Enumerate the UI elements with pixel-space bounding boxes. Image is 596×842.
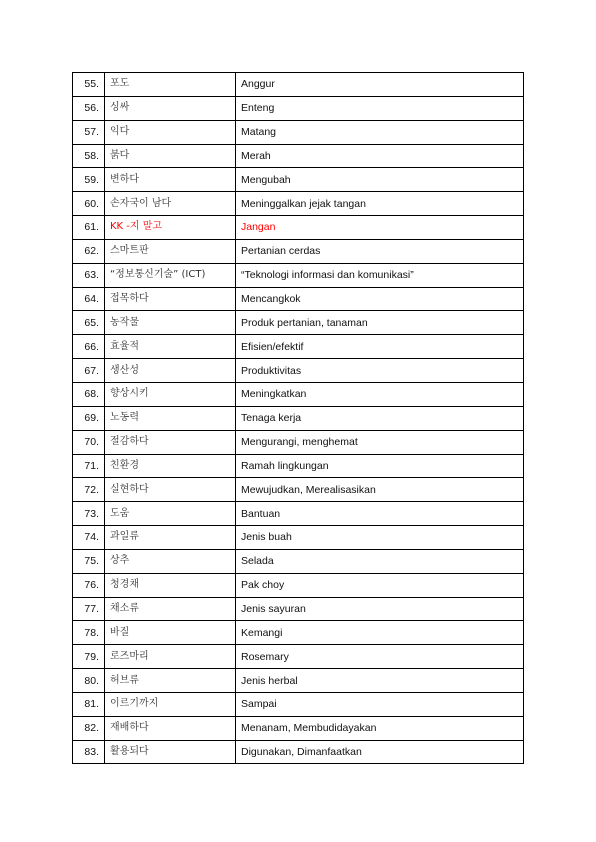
korean-term-cell: 접목하다 bbox=[105, 287, 236, 311]
korean-term-cell: “정보통신기술” (ICT) bbox=[105, 263, 236, 287]
table-row bbox=[73, 669, 524, 693]
korean-term-cell: 로즈마리 bbox=[105, 645, 236, 669]
table-row bbox=[73, 573, 524, 597]
table-row bbox=[73, 144, 524, 168]
indonesian-translation-cell: Meninggalkan jejak tangan bbox=[236, 192, 524, 216]
row-number-cell: 70. bbox=[73, 430, 105, 454]
row-number-cell: 57. bbox=[73, 120, 105, 144]
korean-term-cell: 활용되다 bbox=[105, 740, 236, 764]
table-row bbox=[73, 239, 524, 263]
row-number-cell: 74. bbox=[73, 526, 105, 550]
korean-term-cell: 도움 bbox=[105, 502, 236, 526]
indonesian-translation-cell: Merah bbox=[236, 144, 524, 168]
indonesian-translation-cell: Bantuan bbox=[236, 502, 524, 526]
korean-term-cell: 허브류 bbox=[105, 669, 236, 693]
indonesian-translation-cell: Jenis sayuran bbox=[236, 597, 524, 621]
table-row bbox=[73, 502, 524, 526]
korean-term-cell: KK -지 말고 bbox=[105, 216, 236, 240]
row-number-cell: 60. bbox=[73, 192, 105, 216]
table-row bbox=[73, 216, 524, 240]
row-number-cell: 75. bbox=[73, 549, 105, 573]
row-number-cell: 62. bbox=[73, 239, 105, 263]
indonesian-translation-cell: Efisien/efektif bbox=[236, 335, 524, 359]
indonesian-translation-cell: Pak choy bbox=[236, 573, 524, 597]
indonesian-translation-cell: Matang bbox=[236, 120, 524, 144]
indonesian-translation-cell: Kemangi bbox=[236, 621, 524, 645]
row-number-cell: 77. bbox=[73, 597, 105, 621]
korean-term-cell: 상추 bbox=[105, 549, 236, 573]
table-row bbox=[73, 740, 524, 764]
indonesian-translation-cell: Meningkatkan bbox=[236, 382, 524, 406]
korean-term-cell: 이르기까지 bbox=[105, 692, 236, 716]
row-number-cell: 58. bbox=[73, 144, 105, 168]
row-number-cell: 55. bbox=[73, 73, 105, 97]
table-row bbox=[73, 73, 524, 97]
korean-term-cell: 재배하다 bbox=[105, 716, 236, 740]
table-row bbox=[73, 716, 524, 740]
table-row bbox=[73, 478, 524, 502]
table-row bbox=[73, 120, 524, 144]
indonesian-translation-cell: Enteng bbox=[236, 96, 524, 120]
vocabulary-table bbox=[72, 72, 524, 764]
korean-term-cell: 포도 bbox=[105, 73, 236, 97]
korean-term-cell: 싱싸 bbox=[105, 96, 236, 120]
table-row bbox=[73, 645, 524, 669]
row-number-cell: 83. bbox=[73, 740, 105, 764]
table-row bbox=[73, 597, 524, 621]
table-row bbox=[73, 621, 524, 645]
indonesian-translation-cell: Rosemary bbox=[236, 645, 524, 669]
indonesian-translation-cell: Tenaga kerja bbox=[236, 406, 524, 430]
row-number-cell: 69. bbox=[73, 406, 105, 430]
indonesian-translation-cell: Pertanian cerdas bbox=[236, 239, 524, 263]
korean-term-cell: 바질 bbox=[105, 621, 236, 645]
table-row bbox=[73, 549, 524, 573]
indonesian-translation-cell: Produktivitas bbox=[236, 359, 524, 383]
korean-term-cell: 실현하다 bbox=[105, 478, 236, 502]
indonesian-translation-cell: Mengubah bbox=[236, 168, 524, 192]
row-number-cell: 80. bbox=[73, 669, 105, 693]
row-number-cell: 63. bbox=[73, 263, 105, 287]
row-number-cell: 66. bbox=[73, 335, 105, 359]
table-row bbox=[73, 406, 524, 430]
korean-term-cell: 향상시키 bbox=[105, 382, 236, 406]
row-number-cell: 79. bbox=[73, 645, 105, 669]
table-row bbox=[73, 192, 524, 216]
row-number-cell: 61. bbox=[73, 216, 105, 240]
row-number-cell: 73. bbox=[73, 502, 105, 526]
korean-term-cell: 생산성 bbox=[105, 359, 236, 383]
table-row bbox=[73, 311, 524, 335]
korean-term-cell: 과일류 bbox=[105, 526, 236, 550]
table-row bbox=[73, 96, 524, 120]
korean-term-cell: 손자국이 남다 bbox=[105, 192, 236, 216]
korean-term-cell: 노동력 bbox=[105, 406, 236, 430]
korean-term-cell: 친환경 bbox=[105, 454, 236, 478]
vocabulary-table-body bbox=[73, 73, 524, 764]
row-number-cell: 81. bbox=[73, 692, 105, 716]
indonesian-translation-cell: Mencangkok bbox=[236, 287, 524, 311]
row-number-cell: 65. bbox=[73, 311, 105, 335]
korean-term-cell: 채소류 bbox=[105, 597, 236, 621]
korean-term-cell: 청경채 bbox=[105, 573, 236, 597]
row-number-cell: 64. bbox=[73, 287, 105, 311]
indonesian-translation-cell: Jangan bbox=[236, 216, 524, 240]
table-row bbox=[73, 430, 524, 454]
table-row bbox=[73, 168, 524, 192]
table-row bbox=[73, 335, 524, 359]
korean-term-cell: 스마트판 bbox=[105, 239, 236, 263]
row-number-cell: 76. bbox=[73, 573, 105, 597]
indonesian-translation-cell: Mengurangi, menghemat bbox=[236, 430, 524, 454]
indonesian-translation-cell: Mewujudkan, Merealisasikan bbox=[236, 478, 524, 502]
indonesian-translation-cell: Sampai bbox=[236, 692, 524, 716]
table-row bbox=[73, 454, 524, 478]
table-row bbox=[73, 287, 524, 311]
table-row bbox=[73, 263, 524, 287]
korean-term-cell: 변하다 bbox=[105, 168, 236, 192]
row-number-cell: 68. bbox=[73, 382, 105, 406]
row-number-cell: 59. bbox=[73, 168, 105, 192]
indonesian-translation-cell: “Teknologi informasi dan komunikasi” bbox=[236, 263, 524, 287]
indonesian-translation-cell: Jenis herbal bbox=[236, 669, 524, 693]
indonesian-translation-cell: Jenis buah bbox=[236, 526, 524, 550]
table-row bbox=[73, 692, 524, 716]
indonesian-translation-cell: Menanam, Membudidayakan bbox=[236, 716, 524, 740]
table-row bbox=[73, 382, 524, 406]
korean-term-cell: 절감하다 bbox=[105, 430, 236, 454]
table-row bbox=[73, 526, 524, 550]
indonesian-translation-cell: Anggur bbox=[236, 73, 524, 97]
row-number-cell: 72. bbox=[73, 478, 105, 502]
korean-term-cell: 농작물 bbox=[105, 311, 236, 335]
table-row bbox=[73, 359, 524, 383]
indonesian-translation-cell: Digunakan, Dimanfaatkan bbox=[236, 740, 524, 764]
row-number-cell: 67. bbox=[73, 359, 105, 383]
indonesian-translation-cell: Produk pertanian, tanaman bbox=[236, 311, 524, 335]
row-number-cell: 78. bbox=[73, 621, 105, 645]
indonesian-translation-cell: Selada bbox=[236, 549, 524, 573]
row-number-cell: 56. bbox=[73, 96, 105, 120]
korean-term-cell: 효율적 bbox=[105, 335, 236, 359]
row-number-cell: 82. bbox=[73, 716, 105, 740]
row-number-cell: 71. bbox=[73, 454, 105, 478]
korean-term-cell: 익다 bbox=[105, 120, 236, 144]
korean-term-cell: 붉다 bbox=[105, 144, 236, 168]
indonesian-translation-cell: Ramah lingkungan bbox=[236, 454, 524, 478]
